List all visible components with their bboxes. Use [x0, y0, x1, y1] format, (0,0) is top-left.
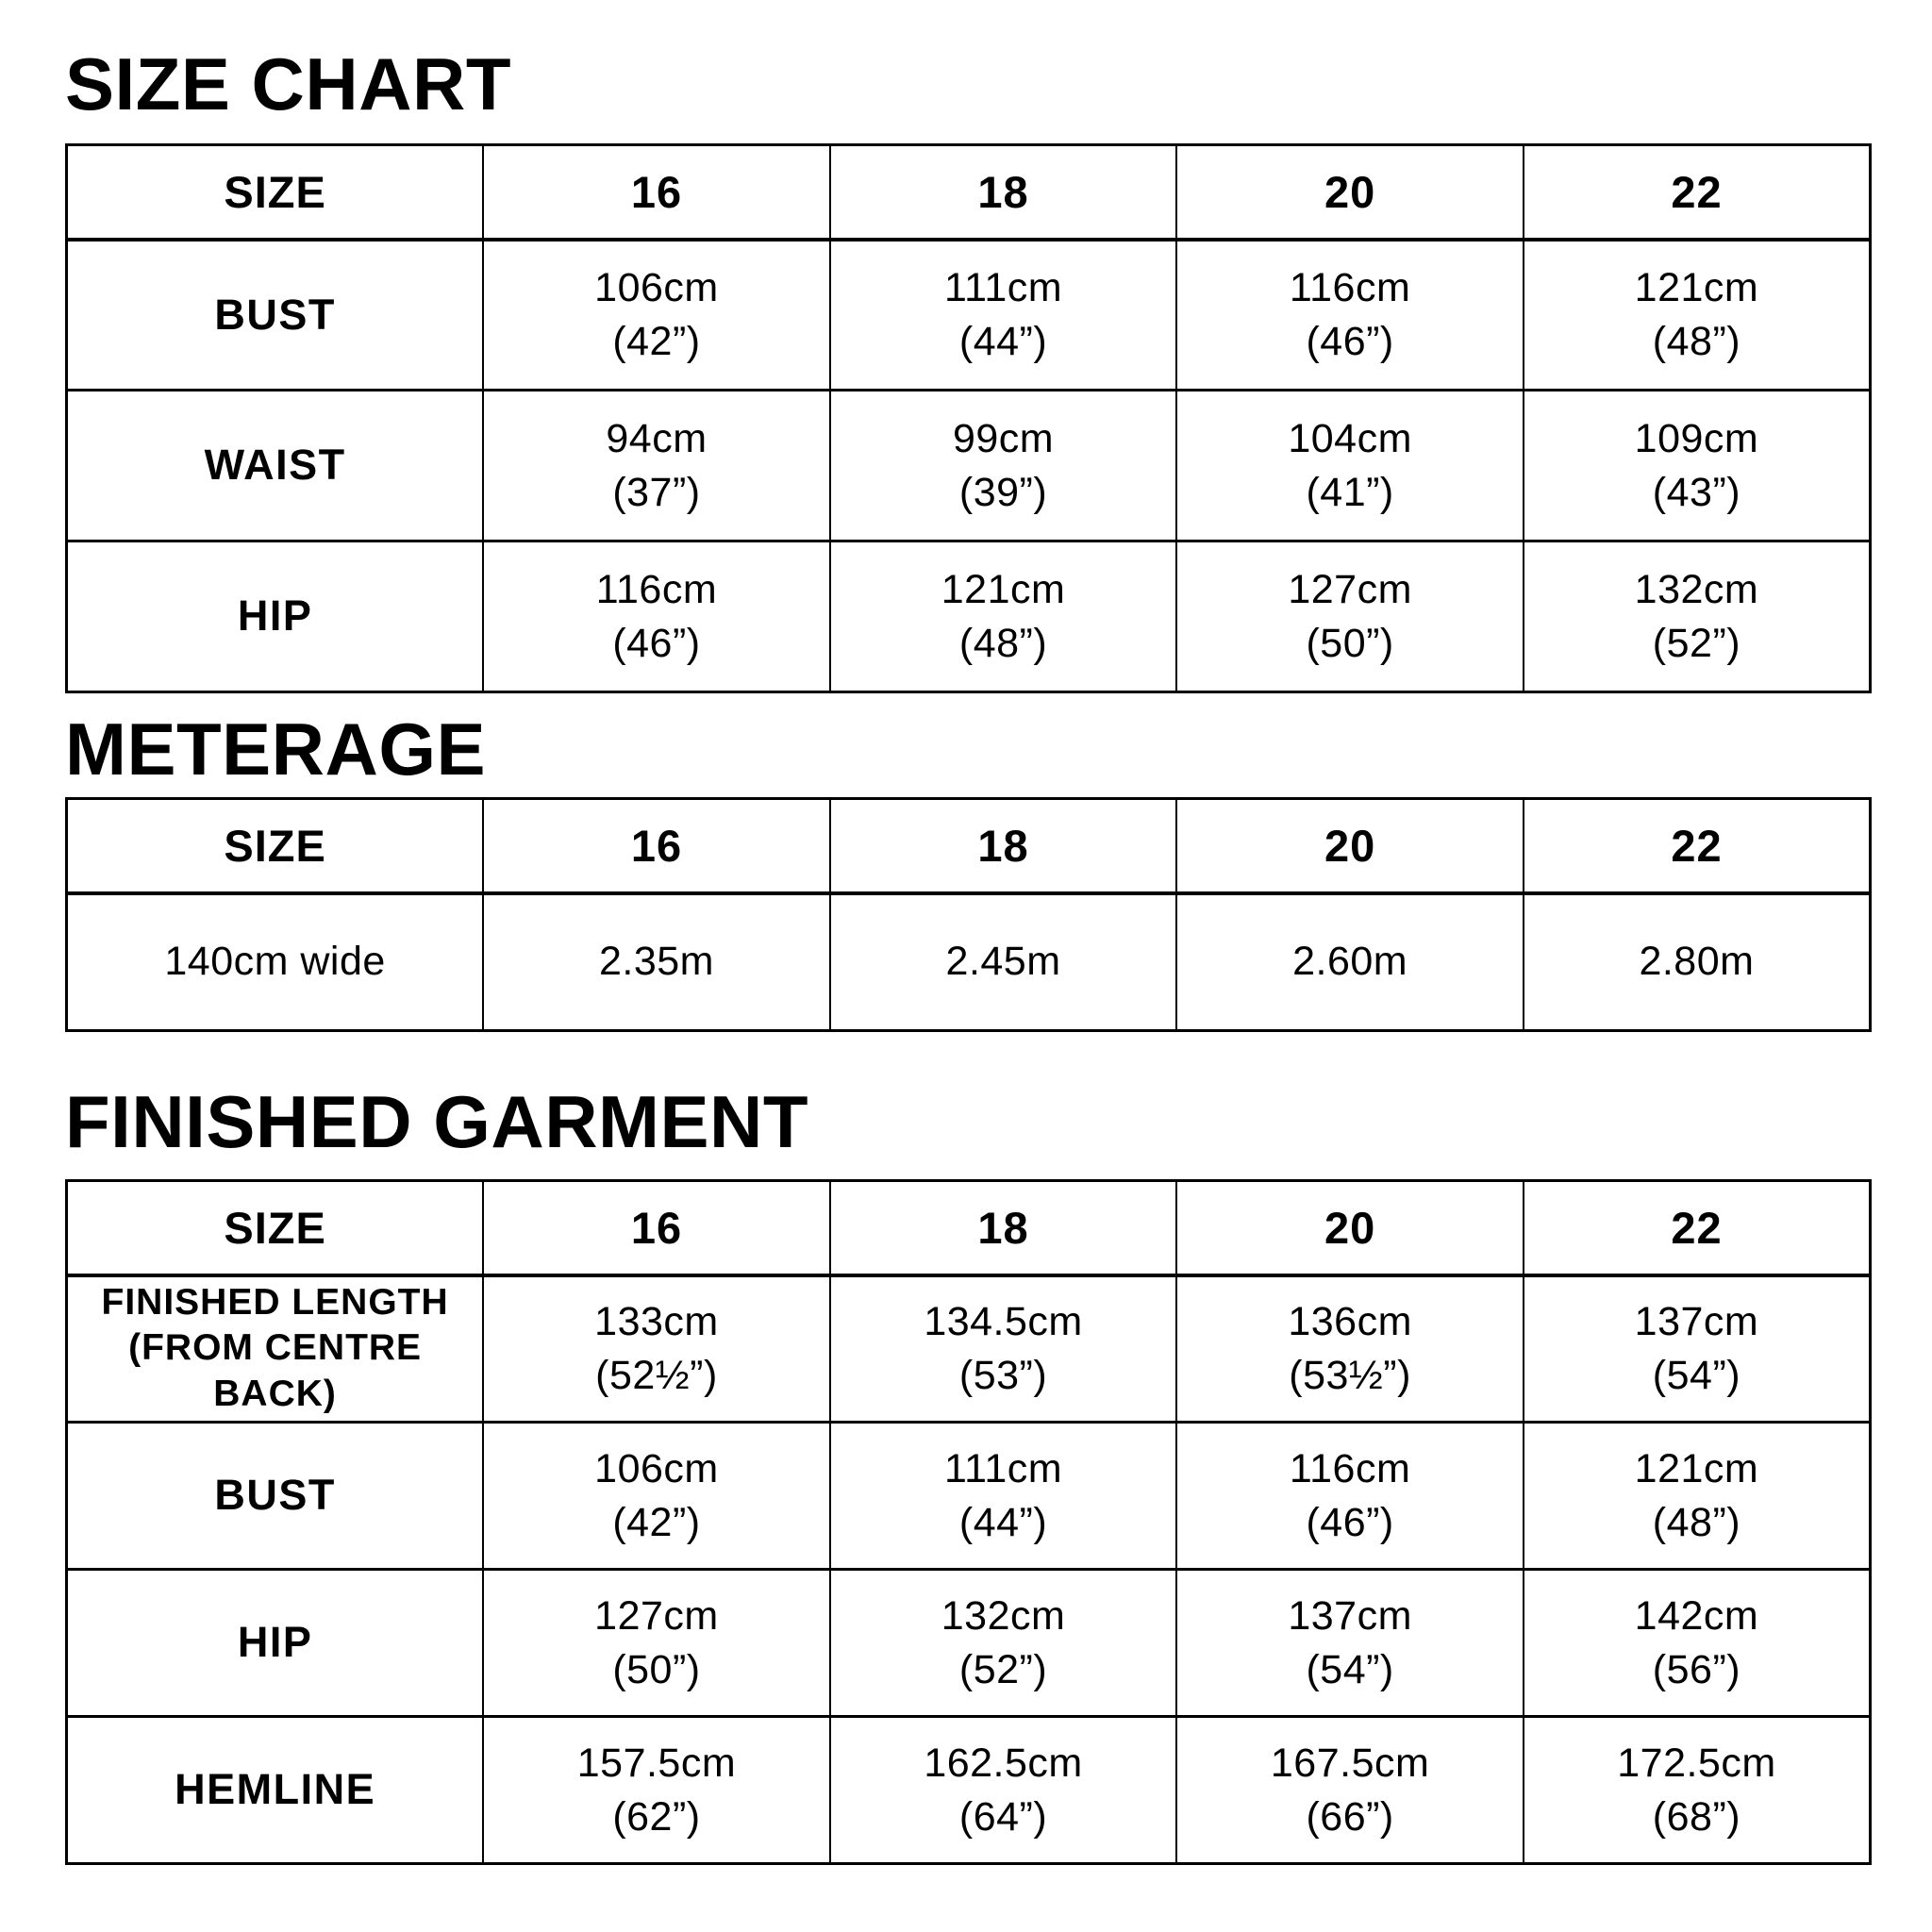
table-body — [67, 893, 1871, 1031]
value-cell — [1176, 1423, 1524, 1570]
measurement-primary: 127cm — [594, 1592, 719, 1639]
table-row-waist — [67, 391, 1871, 541]
measurement-inches: (62”) — [612, 1793, 701, 1840]
column-header-size-22: 22 — [1524, 145, 1871, 240]
value-cell — [830, 1423, 1177, 1570]
measurement-primary: 127cm — [1288, 566, 1412, 612]
value-cell — [830, 541, 1177, 692]
table-body — [67, 240, 1871, 692]
table-row-hemline — [67, 1717, 1871, 1864]
row-label-text: HEMLINE — [175, 1765, 376, 1814]
finished-garment-table — [65, 1179, 1872, 1865]
table-header — [67, 145, 1871, 240]
measurement-primary: 94cm — [606, 415, 708, 461]
row-label-text: FINISHED LENGTH — [101, 1281, 449, 1323]
column-header-size-20: 20 — [1176, 145, 1524, 240]
measurement-inches: (50”) — [612, 1646, 701, 1692]
measurement-primary: 134.5cm — [924, 1299, 1083, 1344]
table-row-140cm-wide — [67, 893, 1871, 1031]
column-header-size-22: 22 — [1524, 1181, 1871, 1275]
value-cell — [1524, 1275, 1871, 1423]
measurement-primary: 2.35m — [598, 939, 714, 985]
measurement-primary: 137cm — [1634, 1299, 1759, 1344]
value-cell — [1176, 893, 1524, 1031]
measurement-primary: 157.5cm — [576, 1740, 737, 1786]
measurement-primary: 104cm — [1288, 415, 1412, 461]
measurement-inches: (54”) — [1652, 1352, 1741, 1398]
value-cell — [1524, 240, 1871, 391]
value-cell — [483, 541, 830, 692]
value-cell — [1524, 541, 1871, 692]
measurement-inches: (56”) — [1652, 1646, 1741, 1692]
header-row — [67, 145, 1871, 240]
value-cell — [830, 1275, 1177, 1423]
value-cell — [1524, 1717, 1871, 1864]
measurement-primary: 99cm — [952, 415, 1055, 461]
measurement-primary: 121cm — [1634, 1445, 1759, 1491]
column-header-size-20: 20 — [1176, 799, 1524, 893]
measurement-inches: (53”) — [958, 1352, 1048, 1398]
measurement-inches: (42”) — [612, 1499, 701, 1545]
measurement-inches: (68”) — [1652, 1793, 1741, 1840]
row-label — [67, 541, 484, 692]
table-row-hip — [67, 1570, 1871, 1717]
measurement-inches: (52½”) — [595, 1352, 718, 1398]
measurement-inches: (48”) — [1652, 1499, 1741, 1545]
row-label — [67, 1717, 484, 1864]
row-label-text: HIP — [237, 591, 313, 641]
value-cell — [1524, 1570, 1871, 1717]
measurement-primary: 142cm — [1634, 1592, 1759, 1639]
measurement-primary: 137cm — [1288, 1592, 1412, 1639]
measurement-inches: (46”) — [1306, 318, 1394, 364]
column-header-size-22: 22 — [1524, 799, 1871, 893]
row-label — [67, 1570, 484, 1717]
value-cell — [1176, 541, 1524, 692]
measurement-primary: 116cm — [1289, 1445, 1411, 1491]
row-label — [67, 391, 484, 541]
header-row — [67, 1181, 1871, 1275]
row-label-text: BUST — [214, 1471, 336, 1520]
table-row-bust — [67, 1423, 1871, 1570]
measurement-primary: 133cm — [594, 1299, 719, 1344]
measurement-inches: (42”) — [612, 318, 701, 364]
meterage-heading: METERAGE — [65, 708, 487, 791]
size-chart-table — [65, 143, 1872, 693]
value-cell — [1524, 391, 1871, 541]
column-header-size-16: 16 — [483, 799, 830, 893]
value-cell — [1176, 391, 1524, 541]
value-cell — [483, 1275, 830, 1423]
value-cell — [1176, 240, 1524, 391]
row-label-text: BUST — [214, 290, 336, 339]
measurement-primary: 172.5cm — [1617, 1740, 1776, 1786]
table-header — [67, 1181, 1871, 1275]
measurement-primary: 162.5cm — [924, 1740, 1083, 1786]
measurement-primary: 136cm — [1288, 1299, 1412, 1344]
column-header-size-16: 16 — [483, 1181, 830, 1275]
column-header-size-18: 18 — [830, 1181, 1177, 1275]
size-corner-header: SIZE — [67, 799, 484, 893]
measurement-primary: 167.5cm — [1270, 1740, 1430, 1786]
row-label-text: WAIST — [204, 441, 346, 490]
value-cell — [1176, 1275, 1524, 1423]
section-size-chart — [65, 42, 1872, 693]
measurement-primary: 111cm — [943, 265, 1063, 310]
measurement-primary: 111cm — [943, 1445, 1063, 1491]
measurement-primary: 106cm — [594, 265, 719, 310]
measurement-primary: 121cm — [1634, 265, 1759, 310]
value-cell — [830, 893, 1177, 1031]
finished-garment-heading: FINISHED GARMENT — [65, 1080, 808, 1163]
measurement-inches: (44”) — [958, 318, 1048, 364]
table-row-finished-length — [67, 1275, 1871, 1423]
meterage-table — [65, 797, 1872, 1032]
measurement-inches: (52”) — [1652, 620, 1741, 666]
measurement-inches: (39”) — [958, 469, 1048, 515]
section-meterage — [65, 708, 1872, 1032]
row-label — [67, 1423, 484, 1570]
row-label-text: 140cm wide — [164, 938, 386, 984]
measurement-primary: 106cm — [594, 1445, 719, 1491]
value-cell — [1524, 1423, 1871, 1570]
measurement-primary: 132cm — [1634, 566, 1759, 612]
value-cell — [483, 240, 830, 391]
measurement-primary: 2.60m — [1292, 939, 1408, 985]
column-header-size-18: 18 — [830, 145, 1177, 240]
measurement-primary: 109cm — [1634, 415, 1759, 461]
value-cell — [483, 1717, 830, 1864]
measurement-inches: (41”) — [1306, 469, 1394, 515]
value-cell — [830, 240, 1177, 391]
value-cell — [483, 1570, 830, 1717]
row-label — [67, 1275, 484, 1423]
measurement-inches: (37”) — [612, 469, 701, 515]
measurement-inches: (64”) — [958, 1793, 1048, 1840]
header-row — [67, 799, 1871, 893]
value-cell — [483, 391, 830, 541]
measurement-inches: (48”) — [1652, 318, 1741, 364]
value-cell — [830, 391, 1177, 541]
value-cell — [830, 1570, 1177, 1717]
measurement-inches: (50”) — [1306, 620, 1394, 666]
value-cell — [1524, 893, 1871, 1031]
measurement-inches: (66”) — [1306, 1793, 1394, 1840]
measurement-primary: 132cm — [941, 1592, 1066, 1639]
size-corner-header: SIZE — [67, 1181, 484, 1275]
value-cell — [1176, 1717, 1524, 1864]
table-row-hip — [67, 541, 1871, 692]
row-label — [67, 893, 484, 1031]
size-corner-header: SIZE — [67, 145, 484, 240]
measurement-inches: (43”) — [1652, 469, 1741, 515]
value-cell — [483, 893, 830, 1031]
row-label-text-line2: (FROM CENTRE BACK) — [128, 1327, 423, 1415]
measurement-primary: 2.80m — [1639, 939, 1755, 985]
measurement-inches: (44”) — [958, 1499, 1048, 1545]
measurement-inches: (53½”) — [1289, 1352, 1411, 1398]
column-header-size-18: 18 — [830, 799, 1177, 893]
column-header-size-16: 16 — [483, 145, 830, 240]
measurement-primary: 2.45m — [945, 939, 1061, 985]
value-cell — [1176, 1570, 1524, 1717]
section-finished-garment — [65, 1080, 1872, 1865]
measurement-inches: (46”) — [612, 620, 701, 666]
table-header — [67, 799, 1871, 893]
measurement-primary: 116cm — [1289, 265, 1411, 310]
value-cell — [830, 1717, 1177, 1864]
size-chart-heading: SIZE CHART — [65, 42, 511, 125]
measurement-inches: (46”) — [1306, 1499, 1394, 1545]
column-header-size-20: 20 — [1176, 1181, 1524, 1275]
value-cell — [483, 1423, 830, 1570]
row-label-text: HIP — [237, 1618, 313, 1667]
measurement-inches: (54”) — [1306, 1646, 1394, 1692]
row-label — [67, 240, 484, 391]
measurement-inches: (52”) — [958, 1646, 1048, 1692]
table-row-bust — [67, 240, 1871, 391]
measurement-primary: 116cm — [595, 566, 718, 612]
measurement-inches: (48”) — [958, 620, 1048, 666]
table-body — [67, 1275, 1871, 1864]
measurement-primary: 121cm — [941, 566, 1066, 612]
